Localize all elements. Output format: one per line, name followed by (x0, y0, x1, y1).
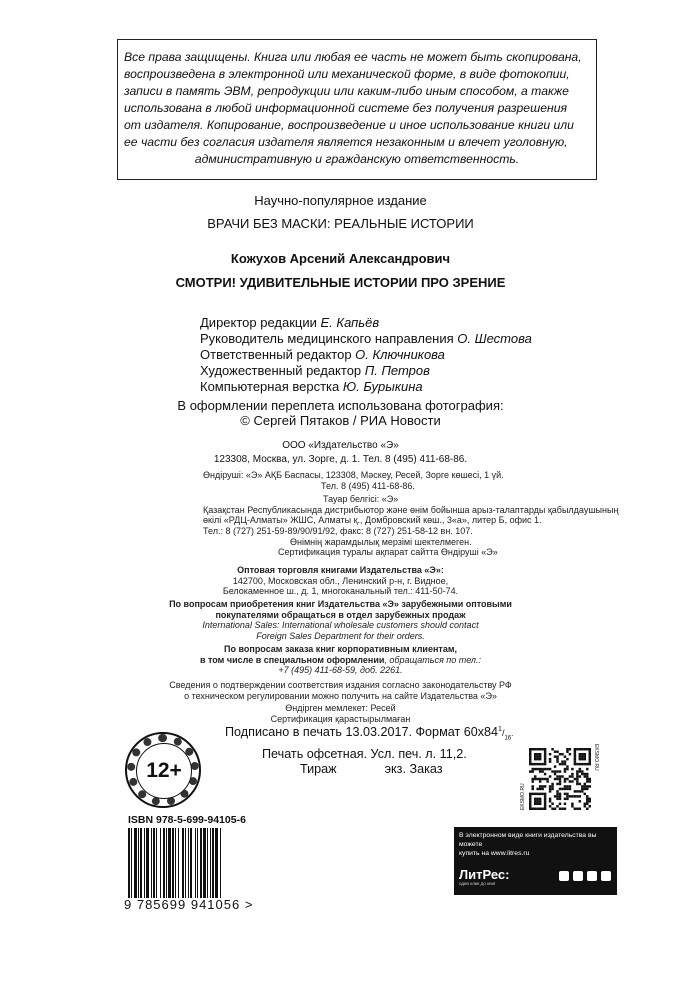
litres-subtitle: один клик до книг (459, 881, 496, 886)
format-sup: 1 (498, 726, 502, 733)
copyright-line: от издателя. Копирование, воспроизведение и иное использование книги или (124, 118, 574, 132)
age-rating-badge (125, 732, 201, 808)
publisher-name: ООО «Издательство «Э» (282, 440, 399, 451)
print-line-3 (225, 762, 513, 777)
credit-line (200, 315, 532, 331)
kz-line: өкілі «РДЦ-Алматы» ЖШС, Алматы қ., Домбровский көш., 3«а», литер Б, офис 1. (203, 515, 542, 526)
credit-role: Художественный редактор (200, 363, 362, 378)
wholesale-line: 142700, Московская обл., Ленинский р-н, г. Видное, (232, 575, 449, 586)
kz-line: Өнімнің жарамдылық мерзімі шектелмеген. (290, 536, 472, 547)
copyright-line: использована в любой информационной системе без получения разрешения (124, 101, 567, 115)
kz-line: Сертификация туралы ақпарат сайтта Өндіруші «Э» (278, 547, 498, 558)
cover-photo-line: В оформлении переплета использована фотография: (177, 398, 504, 413)
age-rating-text: 12+ (136, 743, 192, 799)
credit-role: Директор редакции (200, 315, 317, 330)
publisher-address: 123308, Москва, ул. Зорге, д. 1. Тел. 8 (495) 411-68-86. (213, 454, 468, 465)
windows-icon (601, 871, 611, 881)
copyright-line: ее части без согласия издателя является незаконным и влечет уголовную, (124, 135, 568, 149)
certification-block (0, 680, 681, 724)
cert-line: о техническом регулировании можно получить на сайте Издательства «Э» (184, 690, 497, 701)
copyright-line: записи в память ЭВМ, репродукции или каким-либо иным способом, а также (124, 84, 569, 98)
credit-role: Компьютерная верстка (200, 379, 340, 394)
kz-line: Тауар белгісі: «Э» (323, 494, 399, 505)
foreign-line: По вопросам приобретения книг Издательства «Э» зарубежными оптовыми (169, 599, 512, 609)
barcode-digits: 9 785699 941056 > (124, 897, 254, 912)
print-info (225, 722, 513, 777)
wholesale-block (0, 565, 681, 597)
foreign-line: Foreign Sales Department for their orders. (256, 630, 425, 641)
edition-type: Научно-популярное издание (254, 193, 427, 208)
credits-block (200, 315, 532, 395)
format-sub: 16 (504, 735, 512, 742)
cover-photo-note (0, 398, 681, 428)
copyright-line: Все права защищены. Книга или любая ее часть не может быть скопирована, (124, 50, 582, 64)
credit-role: Ответственный редактор (200, 347, 352, 362)
qr-code[interactable] (529, 748, 591, 810)
corporate-tail: , обращаться по тел.: (384, 654, 482, 665)
litres-text-line: В электронном виде книги издательства вы можете (459, 832, 597, 848)
store-icons (559, 871, 611, 881)
credit-line (200, 331, 532, 347)
corporate-line: По вопросам заказа книг корпоративным клиентам, (224, 644, 457, 654)
corporate-phone: +7 (495) 411-68-59, доб. 2261. (278, 665, 403, 676)
credit-line (200, 379, 532, 395)
print-signed: Подписано в печать 13.03.2017. Формат 60x84 (225, 725, 499, 740)
print-line-2: Печать офсетная. Усл. печ. л. 11,2. (262, 746, 467, 761)
series-title: ВРАЧИ БЕЗ МАСКИ: РЕАЛЬНЫЕ ИСТОРИИ (207, 216, 474, 231)
blackberry-icon (587, 871, 597, 881)
kz-line: Өндіруші: «Э» АҚБ Баспасы, 123308, Мәскеу, Ресей, Зорге көшесі, 1 үй. (203, 470, 504, 480)
kz-line: Тел. 8 (495) 411-68-86. (321, 480, 415, 491)
foreign-sales-block (0, 599, 681, 641)
copyright-line: административную и гражданскую ответственность. (194, 152, 520, 166)
foreign-line: International Sales: International wholesale customers should contact (202, 620, 479, 631)
credit-role: Руководитель медицинского направления (200, 331, 454, 346)
foreign-line: покупателями обращаться в отдел зарубежных продаж (215, 609, 466, 620)
print-order: экз. Заказ (384, 761, 443, 776)
corporate-block (0, 644, 681, 676)
apple-icon (559, 871, 569, 881)
isbn-barcode (128, 828, 256, 900)
credit-line (200, 363, 532, 379)
credit-name: О. Шестова (457, 331, 532, 346)
kz-line: Тел.: 8 (727) 251-59-89/90/91/92, факс: 8 (727) 251-58-12 вн. 107. (203, 525, 473, 536)
country-line: Өндірген мемлекет: Ресей (285, 703, 396, 714)
litres-text (459, 831, 617, 858)
credit-name: Е. Капьёв (320, 315, 380, 330)
qr-side-label: EKSMO.RU (520, 783, 526, 810)
credit-name: Ю. Бурыкина (342, 379, 423, 394)
print-run: Тираж (300, 761, 337, 776)
litres-promo[interactable] (454, 827, 617, 895)
book-title: СМОТРИ! УДИВИТЕЛЬНЫЕ ИСТОРИИ ПРО ЗРЕНИЕ (175, 275, 506, 290)
wholesale-title: Оптовая торговля книгами Издательства «Э»: (237, 565, 444, 575)
cover-photo-credit: © Сергей Пятаков / РИА Новости (240, 413, 441, 428)
credit-line (200, 347, 532, 363)
credit-name: О. Ключникова (355, 347, 445, 362)
kz-info-block (203, 470, 618, 558)
isbn-label: ISBN 978-5-699-94105-6 (128, 814, 246, 826)
print-line-1: Подписано в печать 13.03.2017. Формат $60x84^1/_{16}$. (225, 725, 514, 742)
cert-line: Сведения о подтверждении соответствия издания согласно законодательству РФ (169, 680, 512, 690)
credit-name: П. Петров (364, 363, 430, 378)
author-name: Кожухов Арсений Александрович (230, 251, 451, 266)
kz-line: Қазақстан Республикасында дистрибьютор және өнім бойынша арыз-талаптарды қабылдаушының (203, 504, 619, 515)
copyright-line: воспроизведена в электронной или механической форме, в виде фотокопии, (124, 67, 570, 81)
android-icon (573, 871, 583, 881)
wholesale-line: Белокаменное ш., д. 1, многоканальный тел.: 411-50-74. (222, 586, 459, 597)
corporate-line: в том числе в специальном оформлении (199, 654, 385, 665)
litres-logo: ЛитРес: (459, 867, 510, 882)
qr-right-label: EKSMO.RU (593, 744, 599, 771)
copyright-notice-box (117, 39, 597, 180)
litres-text-line: купить на www.litres.ru (459, 850, 530, 857)
cert-kz-line: Сертификация қарастырылмаған (270, 713, 411, 724)
